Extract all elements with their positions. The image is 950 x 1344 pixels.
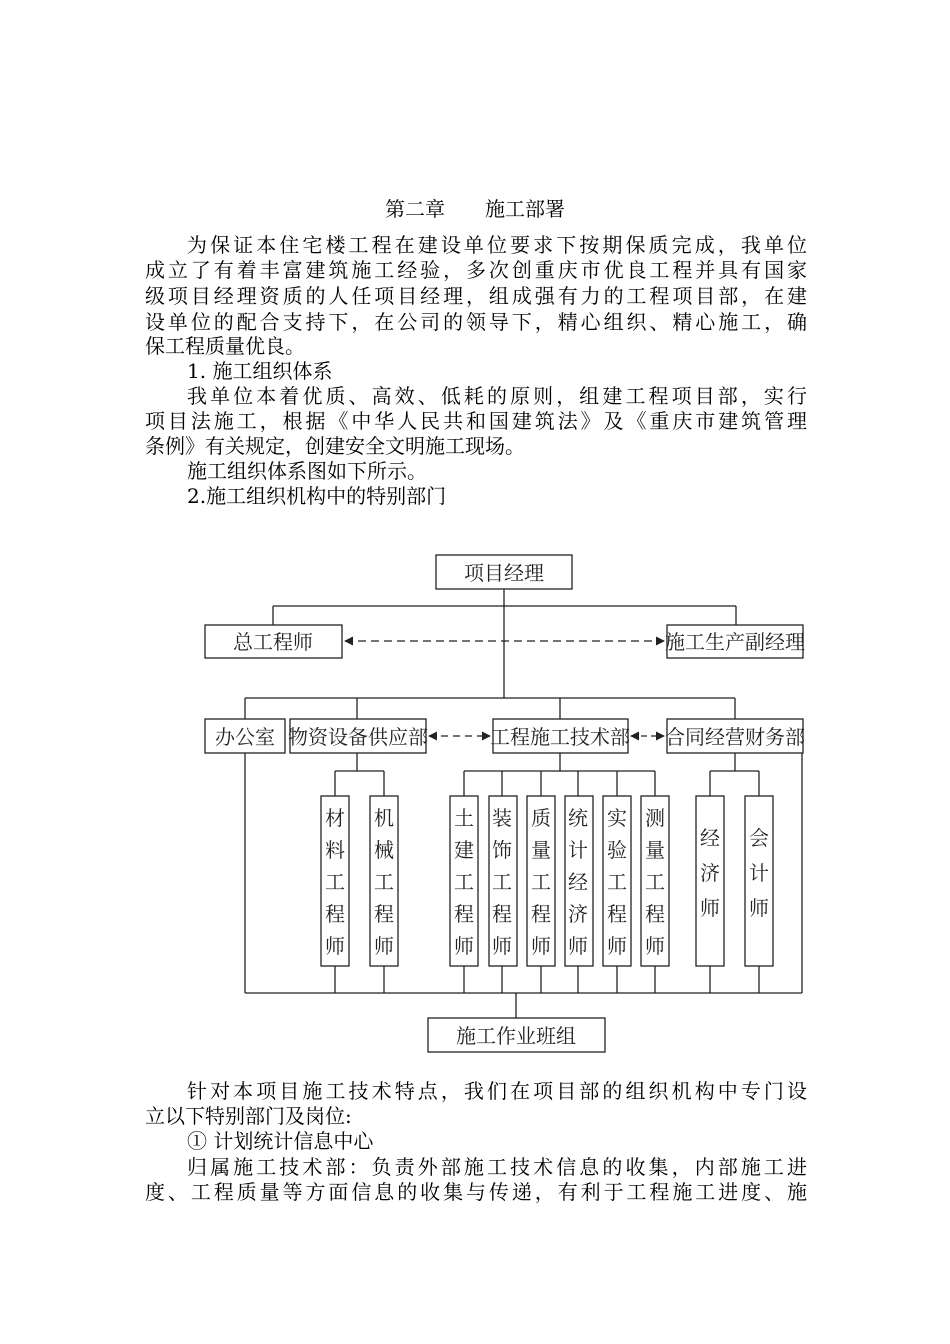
label-statistics-economist: 统计经济师	[568, 806, 588, 958]
para2-line-3: 条例》有关规定，创建安全文明施工现场。	[145, 434, 525, 458]
para1-line-1: 为保证本住宅楼工程在建设单位要求下按期保质完成，我单位	[187, 233, 807, 257]
label-materials-dept: 物资设备供应部	[288, 725, 428, 749]
label-deputy-manager: 施工生产副经理	[665, 630, 805, 654]
chapter-title: 第二章 施工部署	[385, 197, 565, 221]
label-project-manager: 项目经理	[464, 561, 544, 585]
label-finance-dept: 合同经营财务部	[665, 725, 805, 749]
para1-line-2: 成立了有着丰富建筑施工经验，多次创重庆市优良工程并具有国家	[145, 258, 807, 282]
label-office: 办公室	[215, 725, 275, 749]
para2-line-1: 我单位本着优质、高效、低耗的原则，组建工程项目部，实行	[187, 384, 807, 408]
item1: ① 计划统计信息中心	[187, 1129, 374, 1153]
para5-line-1: 归属施工技术部：负责外部施工技术信息的收集，内部施工进	[187, 1155, 807, 1179]
label-tech-dept: 工程施工技术部	[490, 725, 630, 749]
label-work-crew: 施工作业班组	[456, 1024, 576, 1048]
para1-line-4: 设单位的配合支持下，在公司的领导下，精心组织、精心施工，确	[145, 310, 807, 334]
label-lab-engineer: 实验工程师	[607, 806, 627, 958]
label-materials-engineer: 材料工程师	[325, 806, 345, 958]
para5-line-2: 度、工程质量等方面信息的收集与传递，有利于工程施工进度、施	[145, 1180, 807, 1204]
para4-line-1: 针对本项目施工技术特点，我们在项目部的组织机构中专门设	[187, 1079, 807, 1103]
label-economist: 经济师	[700, 826, 720, 920]
section2-heading: 2.施工组织机构中的特别部门	[187, 484, 447, 508]
para2-line-2: 项目法施工，根据《中华人民共和国建筑法》及《重庆市建筑管理	[145, 409, 807, 433]
section1-heading: 1. 施工组织体系	[187, 359, 333, 383]
label-decoration-engineer: 装饰工程师	[492, 806, 512, 958]
para3: 施工组织体系图如下所示。	[187, 459, 427, 483]
label-chief-engineer: 总工程师	[233, 630, 313, 654]
label-quality-engineer: 质量工程师	[531, 806, 551, 958]
para4-line-2: 立以下特别部门及岗位:	[145, 1104, 352, 1128]
label-machinery-engineer: 机械工程师	[374, 806, 394, 958]
label-survey-engineer: 测量工程师	[645, 806, 665, 958]
para1-line-5: 保工程质量优良。	[145, 334, 305, 358]
label-civil-engineer: 土建工程师	[454, 806, 474, 958]
label-accountant: 会计师	[749, 826, 769, 920]
para1-line-3: 级项目经理资质的人任项目经理，组成强有力的工程项目部，在建	[145, 284, 807, 308]
